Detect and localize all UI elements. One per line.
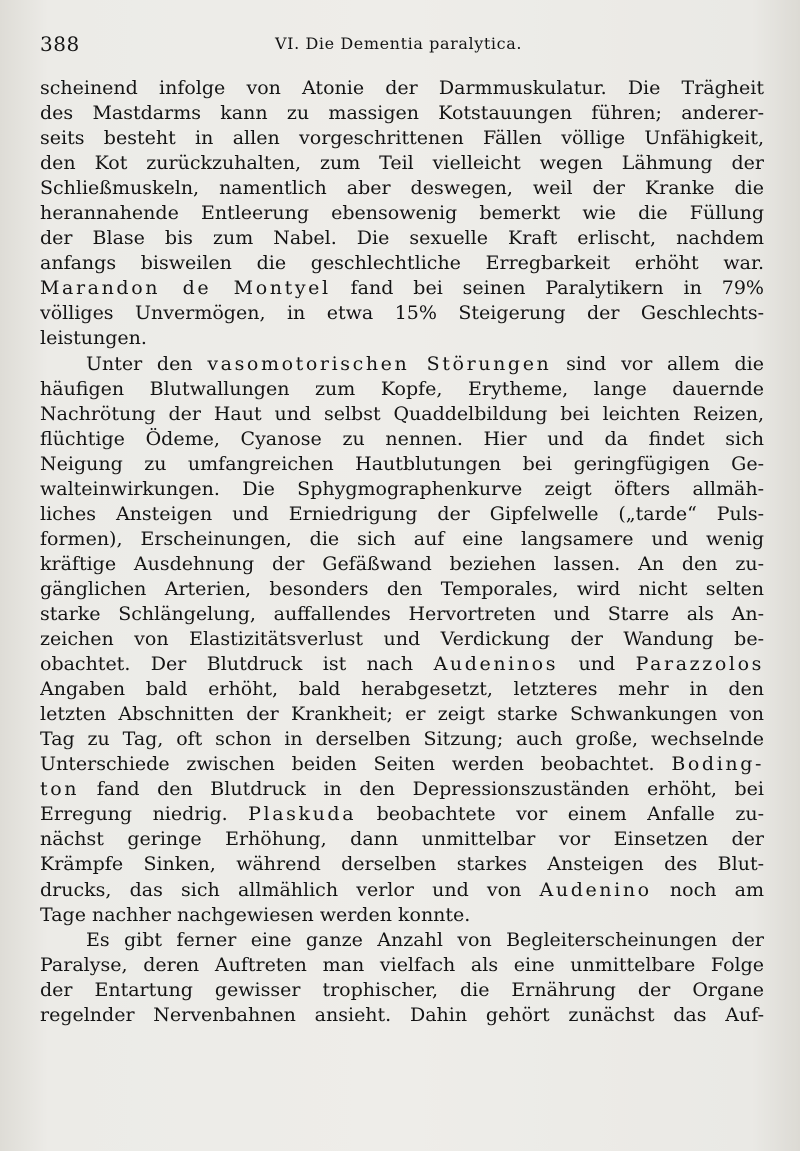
text-line [40,577,764,602]
text-run: Unterschiede zwischen beiden Seiten werden beobachtet. [40,753,672,776]
text-line [40,452,764,477]
text-run: flüchtige Ödeme, Cyanose zu nennen. Hier und da findet sich [40,427,764,450]
text-run: völliges Unvermögen, in etwa 15% Steigerung der Geschlechts- [40,302,764,325]
spaced-name: Audeninos [433,653,559,676]
text-run: liches Ansteigen und Erniedrigung der Gipfelwelle („tarde“ Puls- [40,502,764,525]
text-line [40,727,764,752]
text-line [40,777,764,802]
text-run: Angaben bald erhöht, bald herabgesetzt, letzteres mehr in den [40,678,764,701]
body-text [40,76,764,1028]
text-line [40,402,764,427]
text-line [40,652,764,677]
text-line [40,377,764,402]
text-line [40,953,764,978]
text-run: obachtet. Der Blutdruck ist nach [40,653,434,676]
text-run: der Entartung gewisser trophischer, die Ernährung der Organe [40,978,764,1001]
text-run: herannahende Entleerung ebensowenig bemerkt wie die Füllung [40,202,764,225]
text-run: gänglichen Arterien, besonders den Temporales, wird nicht selten [40,577,764,600]
text-line [40,627,764,652]
text-line [40,602,764,627]
text-line [40,251,764,276]
text-line [40,1003,764,1028]
text-line [40,427,764,452]
text-run: starke Schlängelung, auffallendes Hervortreten und Starre als An- [40,602,764,625]
text-run: der Blase bis zum Nabel. Die sexuelle Kraft erlischt, nachdem [40,227,764,250]
spaced-name: Parazzolos [635,653,764,676]
text-run: formen), Erscheinungen, die sich auf eine langsamere und wenig [40,527,764,550]
text-line [40,827,764,852]
text-run: walteinwirkungen. Die Sphygmographenkurve zeigt öfters allmäh- [40,477,764,500]
spaced-name: ton [40,778,80,801]
text-run: scheinend infolge von Atonie der Darmmuskulatur. Die Trägheit [40,77,764,99]
text-run: letzten Abschnitten der Krankheit; er zeigt starke Schwankungen von [40,703,764,726]
text-run: fand den Blutdruck in den Depressionszuständen erhöht, bei [79,778,764,801]
text-run: anfangs bisweilen die geschlechtliche Erregbarkeit erhöht war. [40,252,764,275]
text-line [40,677,764,702]
text-run: Erregung niedrig. [40,803,249,826]
text-line [40,552,764,577]
text-line [40,502,764,527]
text-line [40,752,764,777]
text-run: des Mastdarms kann zu massigen Kotstauungen führen; anderer- [40,102,764,125]
spaced-name: Audenino [539,878,652,901]
spaced-name: vasomotorischen Störungen [207,352,552,375]
text-run: Neigung zu umfangreichen Hautblutungen bei geringfügigen Ge- [40,452,764,475]
text-line [40,201,764,226]
text-run: den Kot zurückzuhalten, zum Teil vielleicht wegen Lähmung der [40,152,764,175]
text-run: Tag zu Tag, oft schon in derselben Sitzung; auch große, wechselnde [40,728,764,751]
text-run: fand bei seinen Paralytikern in 79% [330,277,764,300]
spaced-name: Plaskuda [248,803,357,826]
text-line [40,878,764,903]
text-line [40,301,764,326]
text-line [40,477,764,502]
text-line [40,176,764,201]
text-line [40,852,764,877]
text-run: zeichen von Elastizitätsverlust und Verdickung der Wandung be- [40,628,764,651]
text-line [40,226,764,251]
text-run: und [558,653,636,676]
text-line [40,702,764,727]
text-line [40,326,764,351]
text-line [40,352,764,377]
text-run: Paralyse, deren Auftreten man vielfach als eine unmittelbare Folge [40,953,764,976]
text-run: leistungen. [40,327,147,350]
text-line [40,527,764,552]
text-run: Krämpfe Sinken, während derselben starkes Ansteigen des Blut- [40,853,764,876]
text-line [40,126,764,151]
text-run: kräftige Ausdehnung der Gefäßwand beziehen lassen. An den zu- [40,552,764,575]
text-run: noch am [651,878,764,901]
text-line [40,276,764,301]
text-line [40,802,764,827]
spaced-name: Marandon de Montyel [40,277,331,300]
running-title: VI. Die Dementia paralytica. [275,34,523,53]
text-run: seits besteht in allen vorgeschrittenen Fällen völlige Unfähigkeit, [40,127,764,150]
text-run: beobachtete vor einem Anfalle zu- [356,803,764,826]
text-run: regelnder Nervenbahnen ansieht. Dahin gehört zunächst das Auf- [40,1003,764,1026]
text-line [40,928,764,953]
spaced-name: Boding- [671,753,764,776]
text-run: sind vor allem die [551,352,764,375]
text-line [40,978,764,1003]
text-run: Es gibt ferner eine ganze Anzahl von Begleiterscheinungen der [86,928,764,951]
text-run: drucks, das sich allmählich verlor und von [40,878,540,901]
text-run: Schließmuskeln, namentlich aber deswegen, weil der Kranke die [40,177,764,200]
text-run: nächst geringe Erhöhung, dann unmittelbar vor Einsetzen der [40,828,764,851]
text-line [40,903,764,928]
text-run: Nachrötung der Haut und selbst Quaddelbildung bei leichten Reizen, [40,402,764,425]
text-run: Tage nachher nachgewiesen werden konnte. [40,903,471,926]
page-number: 388 [40,32,80,56]
text-line [40,151,764,176]
text-run: häufigen Blutwallungen zum Kopfe, Erytheme, lange dauernde [40,377,764,400]
page-header [40,32,764,62]
text-line [40,101,764,126]
text-line [40,76,764,101]
text-run: Unter den [86,352,208,375]
